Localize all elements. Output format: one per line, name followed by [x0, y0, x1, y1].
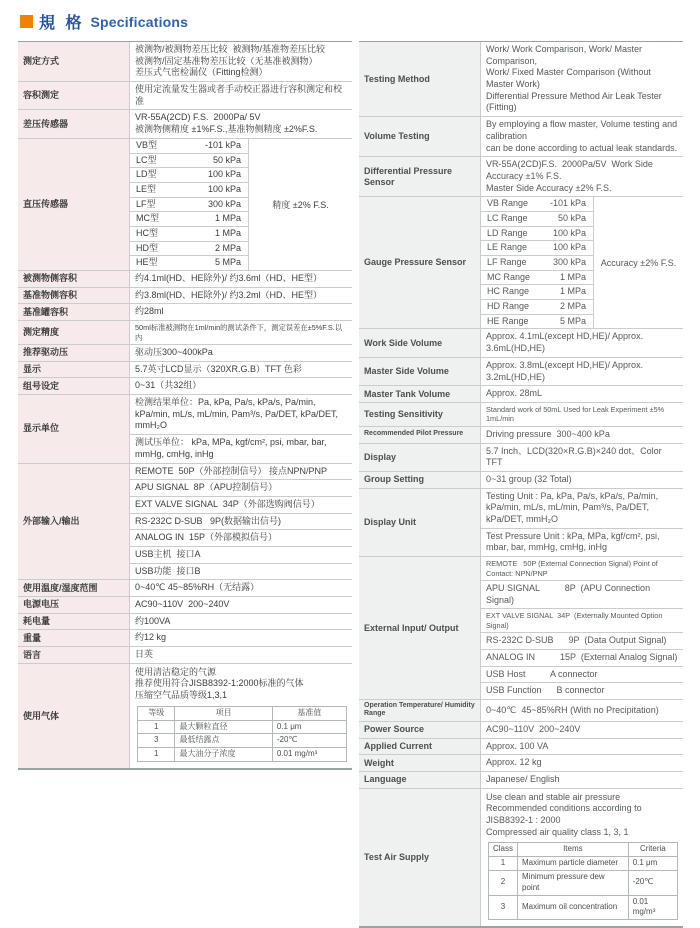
pressure-range-row [130, 168, 248, 183]
range-type: MC型 [136, 213, 159, 224]
spec-row-label: 容积测定 [18, 82, 130, 109]
stack-item: RS-232C D-SUB 9P (Data Output Signal) [481, 633, 683, 650]
range-type: HD Range [487, 301, 530, 312]
spec-row-value [130, 110, 352, 137]
spec-row-label: Differential Pressure Sensor [359, 157, 481, 196]
spec-value-line: Standard work of 50mL Used for Leak Experiment ±5% 1mL/min [486, 404, 669, 424]
spec-row-value [481, 489, 683, 556]
spec-value-line: 日英 [135, 649, 154, 660]
spec-row-label: Volume Testing [359, 117, 481, 156]
spec-row-label: 耗电量 [18, 614, 130, 630]
spec-row-label: Operation Temperature/ Humidity Range [359, 700, 481, 721]
range-type: HE Range [487, 315, 529, 326]
spec-row-label: 差压传感器 [18, 110, 130, 137]
spec-value-line: Approx. 12 kg [486, 757, 542, 768]
spec-row-label: Work Side Volume [359, 329, 481, 356]
spec-row-value [130, 42, 352, 81]
stack-item: Test Pressure Unit : kPa, MPa, kgf/cm², psi, mbar, bar, mmHg, cmHg, inHg [486, 530, 663, 553]
spec-row-value [130, 288, 352, 304]
gas-note-line: Recommended conditions according to JISB8392-1 : 2000 [486, 803, 645, 825]
air-quality-row [138, 720, 347, 734]
gas-note-line: Compressed air quality class 1, 3, 1 [486, 826, 629, 837]
spec-value-line: VR-55A(2CD) F.S. 2000Pa/ 5V [135, 112, 261, 123]
pressure-range-list [481, 197, 593, 328]
spec-row [18, 362, 352, 379]
range-type: HC Range [487, 286, 530, 297]
spec-row-value [130, 345, 352, 361]
gas-note-line: Use clean and stable air pressure [486, 791, 621, 802]
spec-row-value [481, 197, 683, 328]
spec-value-line: 约12 kg [135, 632, 167, 643]
stack-item: ANALOG IN 15P（外部模拟信号） [130, 530, 352, 547]
air-quality-header-cell: Criteria [628, 843, 677, 857]
spec-row [18, 647, 352, 664]
spec-value-line: 约100VA [135, 615, 171, 626]
air-quality-row [489, 857, 678, 871]
range-type: VB Range [487, 198, 529, 209]
air-quality-cell: 最低结露点 [175, 734, 272, 748]
spec-value-line: AC90~110V 200~240V [486, 723, 581, 734]
spec-row-value [481, 386, 683, 402]
spec-value-line: Master Side Accuracy ±2% F.S. [486, 182, 612, 193]
pressure-range-row [130, 183, 248, 198]
spec-row [359, 444, 683, 472]
spec-row [18, 664, 352, 768]
spec-value-line: 被测物/被测物差压比较 被测物/基准物差压比较 [135, 44, 326, 54]
spec-value-line: By employing a flow master, Volume testing and calibration [486, 119, 680, 141]
spec-row-value [481, 772, 683, 788]
spec-row [18, 614, 352, 631]
spec-row [359, 739, 683, 756]
range-value: 1 MPa [559, 286, 586, 297]
spec-row-value [481, 358, 683, 385]
spec-row-label: Test Air Supply [359, 789, 481, 927]
spec-value-line: Work/ Work Comparison, Work/ Master Comparison, [486, 44, 645, 66]
spec-value-line: VR-55A(2CD)F.S. 2000Pa/5V Work Side Accuracy ±1% F.S. [486, 159, 655, 181]
spec-value-line: 5.7 Inch、LCD(320×R.G.B)×240 dot、Color TFT [486, 445, 664, 468]
range-type: LD Range [487, 227, 528, 238]
air-quality-table [488, 842, 678, 920]
spec-row-label: Language [359, 772, 481, 788]
range-type: LC型 [136, 154, 157, 165]
spec-row [18, 378, 352, 395]
spec-value-line: 被测物/固定基准物差压比较（无基准被测物） [135, 55, 318, 66]
range-type: LC Range [487, 212, 528, 223]
gas-note-line: 使用清洁稳定的气源 [135, 666, 217, 677]
spec-row-value [481, 789, 683, 927]
range-value: 5 MPa [559, 315, 586, 326]
spec-row [359, 772, 683, 789]
spec-row-label: 显示 [18, 362, 130, 378]
spec-row-value [481, 472, 683, 488]
spec-value-line: 5.7英寸LCD显示（320XR.G.B）TFT 色彩 [135, 363, 302, 374]
page-title [20, 10, 683, 33]
air-quality-cell: 0.01 mg/m³ [628, 895, 677, 920]
pressure-range-row [130, 154, 248, 169]
spec-value-line: 被测物侧精度 ±1%F.S.,基准物侧精度 ±2%F.S. [135, 124, 318, 135]
range-value: 100 kPa [207, 183, 241, 194]
range-type: LD型 [136, 169, 157, 180]
spec-row-label: Power Source [359, 722, 481, 738]
spec-row-label: Testing Sensitivity [359, 403, 481, 426]
air-quality-cell: -20℃ [272, 734, 346, 748]
spec-row-value [130, 139, 352, 270]
spec-value-line: 0~31 group (32 Total) [486, 473, 572, 484]
spec-row-value [481, 329, 683, 356]
range-type: LF Range [487, 257, 527, 267]
spec-row [18, 304, 352, 321]
spec-value-line: Approx. 28mL [486, 388, 543, 399]
gas-note-lines [135, 667, 347, 702]
accuracy-cell: 精度 ±2% F.S. [248, 139, 352, 270]
spec-row [18, 395, 352, 463]
spec-value-line: 0~40℃ 45~85%RH（无结露） [135, 582, 260, 593]
stack-item: APU SIGNAL 8P (APU Connection Signal) [481, 581, 683, 609]
spec-table-english [359, 41, 683, 928]
pressure-range-row [481, 315, 593, 329]
gas-note-line: 压缩空气品质等级1,3,1 [135, 690, 228, 701]
spec-row-label: 被测物侧容积 [18, 271, 130, 287]
stack-item: REMOTE 50P (External Connection Signal) Point of Contact: NPN/PNP [481, 557, 683, 581]
air-quality-cell: 1 [138, 748, 175, 762]
spec-value-line: 50ml标准被测物在1ml/min的测试条件下，测定误差在±5%F.S.以内 [135, 323, 343, 342]
spec-row-label: Weight [359, 755, 481, 771]
air-quality-header-cell: 基准值 [272, 706, 346, 720]
spec-row [18, 321, 352, 345]
spec-value-line: 约4.1ml(HD、HE除外)/ 约3.6ml（HD、HE型） [135, 273, 323, 283]
stack-item: ANALOG IN 15P (External Analog Signal) [481, 650, 683, 667]
spec-row-label: 重量 [18, 630, 130, 646]
air-quality-cell: 0.01 mg/m³ [272, 748, 346, 762]
spec-value-line: Approx. 4.1mL(except HD,HE)/ Approx. 3.6mL(HD,HE) [486, 331, 646, 354]
spec-value-line: 约28ml [135, 306, 164, 317]
air-quality-row [489, 870, 678, 895]
spec-table-chinese [18, 41, 352, 770]
range-type: MC Range [487, 271, 531, 282]
stack-item: REMOTE 50P（外部控制信号） 接点NPN/PNP [130, 464, 352, 481]
spec-value-line: Work/ Fixed Master Comparison (Without Master Work) [486, 67, 654, 90]
pressure-range-row [481, 227, 593, 242]
spec-row [18, 82, 352, 110]
page-title-zh: 規 格 [39, 15, 85, 32]
spec-row-label: Display Unit [359, 489, 481, 556]
spec-row-value [130, 614, 352, 630]
range-value: 300 kPa [552, 257, 586, 267]
stack-item: USB功能 接口B [135, 565, 201, 576]
air-quality-header-cell: 项目 [175, 706, 272, 720]
spec-row-label: 外部输入/输出 [18, 464, 130, 580]
air-quality-header-cell: Items [518, 843, 629, 857]
spec-row-label: 测定精度 [18, 321, 130, 344]
spec-value-line: 差压式气密检漏仪（Fitting检测） [135, 67, 268, 78]
air-quality-cell: 最大颗粒直径 [175, 720, 272, 734]
stack-item: EXT VALVE SIGNAL 34P (Externally Mounted Option Signal) [481, 609, 683, 633]
spec-row [359, 42, 683, 117]
spec-row [359, 722, 683, 739]
spec-row [359, 157, 683, 197]
spec-row-label: Master Tank Volume [359, 386, 481, 402]
pressure-range-row [130, 212, 248, 227]
spec-row-value [481, 157, 683, 196]
range-value: 100 kPa [207, 169, 241, 180]
spec-row [18, 630, 352, 647]
spec-row [359, 117, 683, 157]
spec-row-value [481, 42, 683, 116]
range-value: -101 kPa [549, 198, 586, 209]
pressure-range-row [130, 139, 248, 154]
air-quality-header-row [138, 706, 347, 720]
pressure-range-row [130, 256, 248, 270]
spec-row-value [481, 557, 683, 699]
range-type: LE型 [136, 183, 157, 194]
pressure-range-row [481, 212, 593, 227]
range-value: 1 MPa [214, 227, 241, 238]
spec-row [18, 139, 352, 271]
air-quality-cell: 1 [138, 720, 175, 734]
air-quality-cell: 3 [138, 734, 175, 748]
stack-item: APU SIGNAL 8P（APU控制信号） [130, 480, 352, 497]
spec-row-label: 推荐驱动压 [18, 345, 130, 361]
air-quality-header-cell: 等级 [138, 706, 175, 720]
spec-row [18, 597, 352, 614]
range-value: 100 kPa [552, 227, 586, 238]
range-value: 2 MPa [214, 242, 241, 253]
stack-item: Testing Unit : Pa, kPa, Pa/s, kPa/s, Pa/min, kPa/min, mL/s, mL/min, Pam³/s, Pa/DET, kPa/DET, mmH₂O [481, 489, 683, 529]
spec-row-value [130, 630, 352, 646]
pressure-range-row [130, 242, 248, 257]
spec-row [359, 329, 683, 357]
spec-row-value [130, 664, 352, 768]
spec-row [18, 110, 352, 138]
spec-row [359, 789, 683, 927]
range-value: 100 kPa [552, 242, 586, 253]
pressure-range-row [481, 271, 593, 286]
spec-row [359, 472, 683, 489]
page-title-en: Specifications [90, 13, 189, 30]
gas-note-lines [486, 792, 678, 839]
pressure-range-row [481, 256, 593, 271]
range-type: HE型 [136, 257, 158, 268]
spec-row-value [481, 700, 683, 721]
spec-row [18, 271, 352, 288]
pressure-range-row [481, 300, 593, 315]
spec-row-label: 组号设定 [18, 378, 130, 394]
spec-row [359, 755, 683, 772]
stack-item: 检测结果单位：Pa, kPa, Pa/s, kPa/s, Pa/min, kPa/min, mL/s, mL/min, Pam³/s, Pa/DET, kPa/DET, mmH₂O [130, 395, 352, 435]
air-quality-cell: Minimum pressure dew point [518, 870, 629, 895]
spec-row [359, 427, 683, 444]
range-value: 50 kPa [212, 154, 241, 165]
pressure-range-row [481, 197, 593, 212]
range-value: 1 MPa [559, 271, 586, 282]
stack-item: USB Function B connector [486, 685, 605, 696]
orange-square-bullet-icon [20, 15, 33, 28]
spec-row-value [130, 82, 352, 109]
spec-row-value [130, 580, 352, 596]
air-quality-cell: 0.1 μm [628, 857, 677, 871]
spec-row [18, 288, 352, 305]
spec-row-value [481, 722, 683, 738]
spec-row-value [481, 739, 683, 755]
spec-row-label: Applied Current [359, 739, 481, 755]
air-quality-cell: 0.1 μm [272, 720, 346, 734]
range-value: 5 MPa [214, 257, 241, 268]
spec-row-value [130, 304, 352, 320]
spec-row-label: 语言 [18, 647, 130, 663]
air-quality-cell: 1 [489, 857, 518, 871]
spec-value-line: Japanese/ English [486, 773, 560, 784]
spec-value-line: Driving pressure 300~400 kPa [486, 428, 610, 439]
range-type: LF型 [136, 198, 156, 209]
spec-row-value [130, 597, 352, 613]
spec-row-label: Group Setting [359, 472, 481, 488]
pressure-range-row [481, 241, 593, 256]
air-quality-row [489, 895, 678, 920]
spec-row [18, 464, 352, 581]
spec-value-line: 0~40℃ 45~85%RH (With no Precipitation) [486, 704, 659, 715]
range-value: 300 kPa [207, 198, 241, 209]
spec-tables-container [18, 41, 683, 928]
air-quality-cell: 2 [489, 870, 518, 895]
spec-row-label: Testing Method [359, 42, 481, 116]
spec-row-value [130, 271, 352, 287]
spec-value-line: Approx. 100 VA [486, 740, 549, 751]
spec-row-label: Display [359, 444, 481, 471]
stack-item: RS-232C D-SUB 9P(数据输出信号) [130, 514, 352, 531]
air-quality-cell: Maximum oil concentration [518, 895, 629, 920]
air-quality-row [138, 748, 347, 762]
spec-row [359, 700, 683, 722]
spec-row-value [481, 117, 683, 156]
range-value: 50 kPa [557, 212, 586, 223]
range-type: HD型 [136, 242, 158, 253]
pressure-range-row [130, 198, 248, 213]
spec-value-line: 0~31（共32组） [135, 380, 202, 391]
pressure-range-list [130, 139, 248, 270]
range-type: VB型 [136, 139, 158, 150]
stack-item: USB Host A connector [481, 667, 683, 684]
range-value: -101 kPa [204, 139, 241, 150]
accuracy-cell: Accuracy ±2% F.S. [593, 197, 683, 328]
spec-row [359, 557, 683, 700]
pressure-range-row [481, 285, 593, 300]
spec-row-label: 电源电压 [18, 597, 130, 613]
spec-row [18, 345, 352, 362]
stack-item: EXT VALVE SIGNAL 34P（外部选购阀信号） [130, 497, 352, 514]
air-quality-cell: -20℃ [628, 870, 677, 895]
spec-value-line: can be done according to actual leak standards. [486, 142, 678, 153]
air-quality-cell: 3 [489, 895, 518, 920]
spec-row-label: External Input/ Output [359, 557, 481, 699]
spec-row-label: Gauge Pressure Sensor [359, 197, 481, 328]
stack-item: USB主机 接口A [130, 547, 352, 564]
spec-row-value [130, 362, 352, 378]
spec-row [359, 386, 683, 403]
spec-value-line: 驱动压300~400kPa [135, 347, 213, 358]
spec-row-label: 直压传感器 [18, 139, 130, 270]
spec-value-line: 约3.8ml(HD、HE除外)/ 约3.2ml（HD、HE型） [135, 289, 323, 300]
spec-row-value [130, 464, 352, 580]
range-type: LE Range [487, 242, 528, 253]
range-value: 2 MPa [559, 301, 586, 312]
spec-row-value [481, 403, 683, 426]
spec-row-value [481, 755, 683, 771]
range-type: HC型 [136, 227, 158, 238]
air-quality-cell: Maximum particle diameter [518, 857, 629, 871]
spec-row-value [130, 647, 352, 663]
spec-value-line: Differential Pressure Method Air Leak Tester (Fitting) [486, 90, 665, 113]
spec-row-label: 使用气体 [18, 664, 130, 768]
pressure-range-row [130, 227, 248, 242]
spec-value-line: Approx. 3.8mL(except HD,HE)/ Approx. 3.2mL(HD,HE) [486, 359, 646, 382]
spec-row [359, 358, 683, 386]
air-quality-header-cell: Class [489, 843, 518, 857]
spec-row [18, 580, 352, 597]
spec-row [18, 42, 352, 82]
spec-row-label: 显示单位 [18, 395, 130, 462]
spec-row-label: 基准物侧容积 [18, 288, 130, 304]
spec-row-label: Master Side Volume [359, 358, 481, 385]
spec-row [359, 197, 683, 329]
spec-row-label: Recommended Pilot Pressure [359, 427, 481, 443]
spec-row-value [481, 444, 683, 471]
spec-value-line: 使用定流量发生器或者手动校正器进行容积测定和校准 [135, 84, 343, 106]
spec-row-value [481, 427, 683, 443]
spec-row-label: 测定方式 [18, 42, 130, 81]
air-quality-header-row [489, 843, 678, 857]
spec-row-value [130, 321, 352, 344]
spec-row-label: 基准罐容积 [18, 304, 130, 320]
air-quality-cell: 最大油分子浓度 [175, 748, 272, 762]
air-quality-row [138, 734, 347, 748]
spec-row-value [130, 395, 352, 462]
spec-row [359, 403, 683, 427]
air-quality-table [137, 706, 347, 762]
spec-row [359, 489, 683, 557]
gas-note-line: 推荐使用符合JISB8392-1:2000标准的气体 [135, 678, 304, 689]
range-value: 1 MPa [214, 213, 241, 224]
spec-value-line: AC90~110V 200~240V [135, 599, 230, 610]
spec-row-value [130, 378, 352, 394]
stack-item: 测试压单位： kPa, MPa, kgf/cm², psi, mbar, bar, mmHg, cmHg, inHg [135, 437, 330, 459]
spec-row-label: 使用温度/湿度范围 [18, 580, 130, 596]
